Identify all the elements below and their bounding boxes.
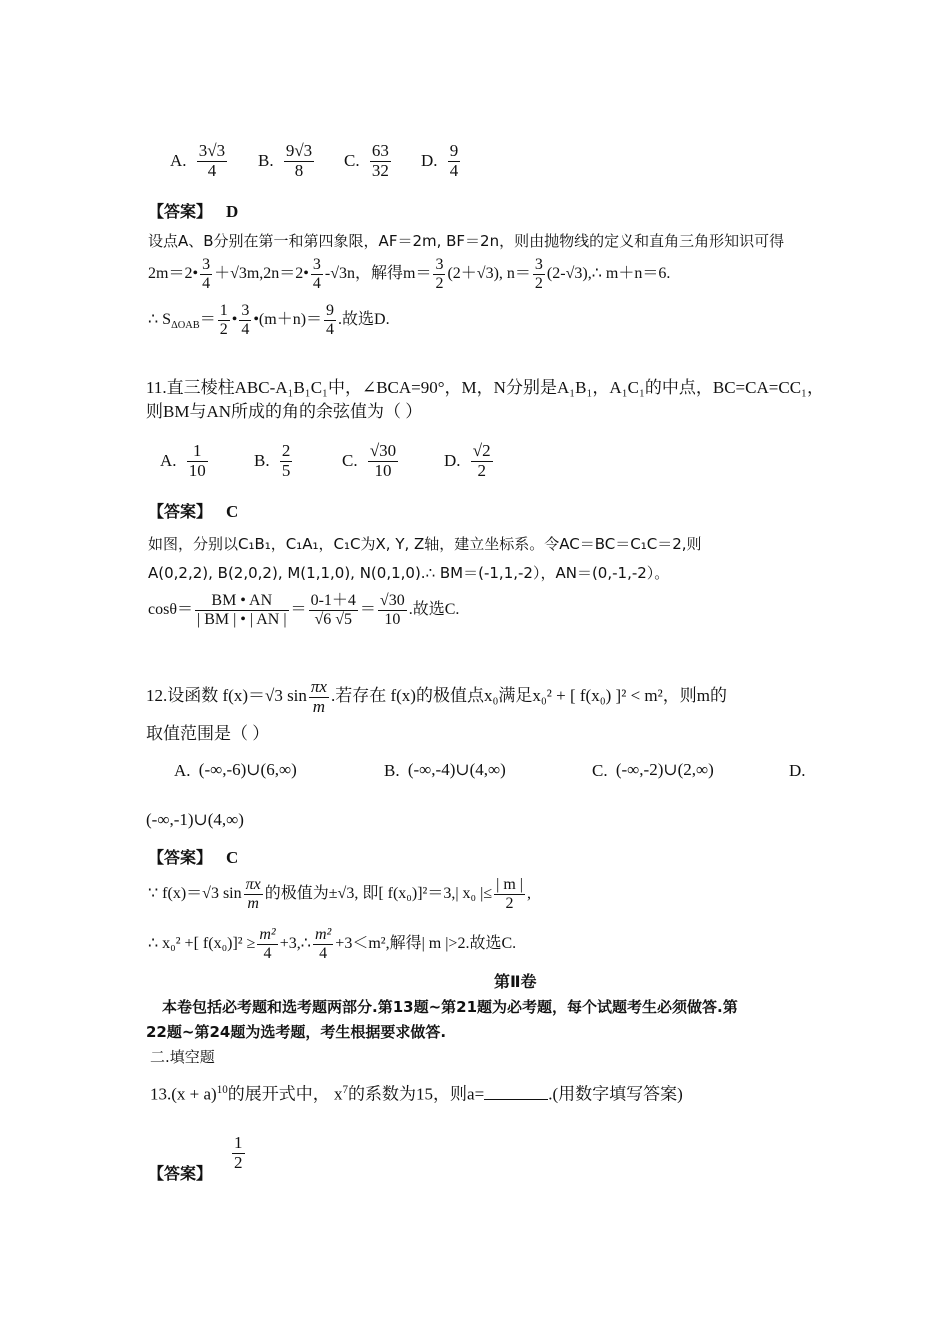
- option-fraction: $\frac{9}{4}$: [449, 141, 459, 180]
- section-title: 二.填空题: [150, 1048, 215, 1066]
- part-two-intro-line-1: 本卷包括必考题和选考题两部分.第13题~第21题为必考题，每个试题考生必须做答.第: [162, 998, 738, 1016]
- q10-option-a[interactable]: [170, 142, 229, 180]
- q11-stem-line-1: 11.直三棱柱ABC-A₁B₁C₁中，∠BCA=90°，M，N分别是A₁B₁，A₁C₁的中点，BC=CA=CC₁，: [146, 378, 824, 397]
- option-letter: B.: [258, 151, 274, 171]
- answer-value: D: [226, 202, 239, 221]
- q12-option-a[interactable]: A. (-∞,-6)∪(6,∞): [174, 760, 297, 781]
- q13-stem: $13.(x + a)^{10}$的展开式中， $x^7$的系数为15，则a= .(用数字填写答案): [150, 1084, 683, 1104]
- option-fraction: $\frac{63}{32}$: [371, 141, 389, 180]
- q12-option-b[interactable]: B. (-∞,-4)∪(4,∞): [384, 760, 506, 781]
- part-two-title: 第Ⅱ卷: [494, 972, 537, 991]
- q12-option-c[interactable]: C. (-∞,-2)∪(2,∞): [592, 760, 714, 781]
- q12-solution-line-2: ∴ x₀² +[ f(x₀)]² ≥ $\frac{\text{m²}}{4}$ +3,∴ $\frac{\text{m²}}{4}$ +3＜m²,解得| m |>2.故选C.: [148, 926, 517, 962]
- q11-solution-line-2: A(0,2,2), B(2,0,2), M(1,1,0), N(0,1,0).∴ BM＝(-1,1,-2），AN＝(0,-1,-2）。: [148, 564, 670, 582]
- q11-option-c[interactable]: C. $\frac{√30}{10}$: [342, 441, 397, 480]
- q13-answer: 【答案】: [148, 1164, 213, 1183]
- q10-solution-line-2: 2m＝2• $\frac{3}{4}$ ＋√3m,2n＝2• $\frac{3}{4}$ -√3n，解得m＝ $\frac{3}{2}$ (2＋√3), n＝ $\frac{3}{2}$ (2-√3),∴ m＋n＝6.: [148, 256, 671, 292]
- option-letter: C.: [344, 151, 360, 171]
- q11-solution-line-1: 如图，分别以C₁B₁，C₁A₁，C₁C为X, Y, Z轴，建立坐标系。令AC＝BC＝C₁C＝2,则: [148, 535, 702, 553]
- answer-blank[interactable]: [484, 1085, 548, 1100]
- q11-option-a[interactable]: A. $\frac{1}{10}$: [160, 441, 206, 480]
- q11-solution-line-3: cosθ＝ $\frac{BM • AN}{| BM | • | AN |}$ ＝ $\frac{0-1+4}{√6 √5}$ ＝ $\frac{√30}{10}$ .故选C.: [148, 592, 460, 628]
- q12-option-d-text[interactable]: (-∞,-1)∪(4,∞): [146, 810, 244, 829]
- q10-solution-line-1: 设点A、B分别在第一和第四象限，AF＝2m, BF＝2n，则由抛物线的定义和直角三角形知识可得: [148, 232, 785, 250]
- part-two-intro-line-2: 22题~第24题为选考题，考生根据要求做答.: [146, 1023, 447, 1041]
- q12-solution-line-1: ∵ f(x)＝√3 sin $\frac{\pi x}{m}$ 的极值为±√3, 即[ f(x₀)]²＝3,| x₀ |≤ $\frac{| m |}{2}$ ,: [148, 876, 531, 912]
- q11-option-b[interactable]: B. $\frac{2}{5}$: [254, 441, 291, 480]
- option-letter: D.: [421, 151, 438, 171]
- answer-label: 【答案】: [148, 202, 213, 221]
- q10-option-b[interactable]: [258, 142, 316, 180]
- option-fraction: $\frac{3√3}{4}$: [198, 141, 226, 180]
- option-letter: A.: [170, 151, 187, 171]
- option-fraction: $\frac{9√3}{8}$: [285, 141, 313, 180]
- q12-stem-line-2: 取值范围是（ ）: [146, 724, 270, 743]
- q13-answer-fraction: $\frac{1}{2}$: [234, 1133, 243, 1172]
- q12-option-d[interactable]: D.: [789, 761, 806, 781]
- q11-option-d[interactable]: D. $\frac{√2}{2}$: [444, 441, 491, 480]
- q11-answer: 【答案】 C: [148, 502, 239, 521]
- q10-option-c[interactable]: [344, 142, 393, 180]
- q10-answer: [148, 202, 238, 222]
- q10-solution-line-3: ∴ $S_{\Delta OAB}=$ $\frac{1}{2}$ • $\frac{3}{4}$ •(m＋n)＝ $\frac{9}{4}$ .故选D.: [148, 302, 390, 338]
- q10-option-d[interactable]: [421, 142, 462, 180]
- q11-stem-line-2: 则BM与AN所成的角的余弦值为（ ）: [146, 402, 423, 421]
- q12-stem-line-1: 12.设函数 f(x)＝√3 sin $\frac{\pi x}{m}$ .若存在 f(x)的极值点x₀满足x₀² + [ f(x₀) ]² < m²，则m的: [146, 677, 727, 716]
- q12-answer: 【答案】 C: [148, 848, 239, 867]
